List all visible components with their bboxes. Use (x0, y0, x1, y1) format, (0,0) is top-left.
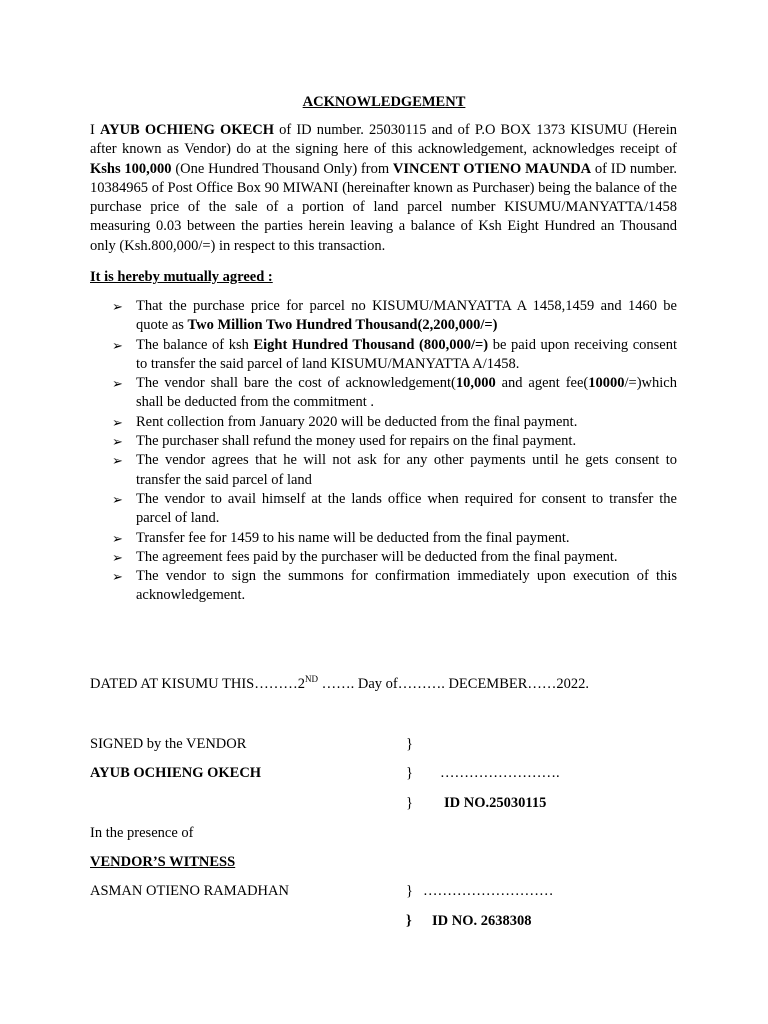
presence-row (0, 824, 768, 844)
date-ordinal: ND (304, 674, 318, 684)
arrow-bullet-icon: ➢ (112, 530, 123, 546)
clause-item (112, 451, 677, 490)
clause-text: The balance of ksh (136, 336, 254, 353)
signature-row-witness (0, 882, 768, 902)
dated-text: DATED AT KISUMU THIS………2 (90, 676, 305, 692)
clause-bold: Two Million Two Hundred Thousand(2,200,000/=) (187, 317, 498, 334)
witness-name: ASMAN OTIENO RAMADHAN (90, 883, 289, 899)
clause-bold: 10,000 (455, 375, 496, 392)
clause-text: The vendor shall bare the cost of acknowledgement( (136, 375, 456, 392)
clause-text: The vendor agrees that he will not ask for any other payments until he gets consent to transfer the said parcel of land (136, 452, 677, 488)
dated-line (90, 675, 589, 694)
clause-bold: 10000 (588, 375, 625, 392)
arrow-bullet-icon: ➢ (112, 549, 123, 565)
clause-text: Transfer fee for 1459 to his name will be deducted from the final payment. (136, 529, 570, 546)
clause-text: That the purchase price for parcel no KISUMU/MANYATTA A 1458,1459 and 1460 be quote as (136, 298, 677, 334)
brace: } (406, 736, 413, 752)
clause-list (112, 297, 677, 606)
arrow-bullet-icon: ➢ (112, 434, 123, 450)
brace: } (406, 883, 413, 899)
vendor-signature-line: ……………………. (440, 765, 560, 781)
vendor-name: AYUB OCHIENG OKECH (99, 122, 275, 138)
signature-row-vendor-id (0, 794, 768, 814)
clause-bold: Eight Hundred Thousand (800,000/=) (253, 336, 489, 353)
purchaser-name: VINCENT OTIENO MAUNDA (392, 160, 592, 177)
clause-item (112, 297, 677, 336)
brace: } (406, 913, 412, 929)
clause-text: The vendor to sign the summons for confirmation immediately upon execution of this acknowledgement. (136, 568, 677, 604)
intro-text: of ID number. 10384965 of Post Office Box 90 MIWANI (hereinafter known as Purchaser) being the balance of the purchase price of the sale of a portion of land parcel number KISUMU/MANYATTA/1458 measuring 0.03 between the parties herein leaving a balance of Ksh Eight Hundred an Thousand only (Ksh.800,000/=) in respect to this transaction. (90, 160, 677, 254)
clause-text: The purchaser shall refund the money used for repairs on the final payment. (136, 433, 577, 450)
arrow-bullet-icon: ➢ (112, 453, 123, 469)
witness-id-number: ID NO. 2638308 (432, 913, 532, 929)
arrow-bullet-icon: ➢ (112, 569, 123, 585)
intro-text: (One Hundred Thousand Only) from (171, 160, 393, 177)
clause-item (112, 490, 677, 529)
intro-text: of ID number. 25030115 and of P.O BOX 1373 KISUMU (Herein after known as Vendor) do at the signing here of this acknowledgement, acknowledges receipt of (90, 122, 677, 158)
clause-item (112, 548, 677, 567)
witness-heading-row (0, 853, 768, 873)
arrow-bullet-icon: ➢ (112, 376, 123, 392)
signed-by-label: SIGNED by the VENDOR (90, 736, 247, 752)
clause-text: The vendor to avail himself at the lands office when required for consent to transfer the parcel of land. (136, 490, 677, 527)
vendor-signatory-name: AYUB OCHIENG OKECH (90, 765, 262, 781)
clause-text: be paid upon receiving consent to transfer the said parcel of land KISUMU/MANYATTA A/1458. (136, 336, 677, 372)
signature-row-vendor (0, 764, 768, 784)
arrow-bullet-icon: ➢ (112, 337, 123, 353)
signature-row-witness-id (0, 912, 768, 932)
brace: } (406, 765, 413, 781)
dated-text: ……. Day of………. DECEMBER……2022. (317, 676, 590, 692)
clause-item (112, 413, 677, 432)
arrow-bullet-icon: ➢ (112, 491, 123, 507)
presence-label: In the presence of (90, 825, 194, 841)
clause-text: /=)which shall be deducted from the commitment . (136, 375, 677, 411)
clause-item (112, 529, 677, 548)
clause-item (112, 336, 677, 375)
brace: } (406, 795, 413, 811)
amount-received: Kshs 100,000 (90, 160, 172, 177)
clause-item (112, 432, 677, 451)
intro-paragraph (90, 121, 677, 256)
arrow-bullet-icon: ➢ (112, 414, 123, 430)
clause-text: and agent fee( (495, 375, 589, 392)
vendor-id-number: ID NO.25030115 (444, 795, 547, 811)
arrow-bullet-icon: ➢ (112, 299, 123, 314)
signature-row-signed (0, 735, 768, 755)
clause-text: The agreement fees paid by the purchaser will be deducted from the final payment. (136, 548, 618, 565)
witness-heading: VENDOR’S WITNESS (90, 854, 236, 870)
intro-text: I (90, 122, 100, 138)
clause-item (112, 567, 677, 606)
agreed-heading: It is hereby mutually agreed : (90, 269, 273, 285)
clause-text: Rent collection from January 2020 will be deducted from the final payment. (136, 413, 578, 430)
witness-signature-line: ……………………… (423, 883, 554, 899)
document-title: ACKNOWLEDGEMENT (302, 94, 466, 110)
clause-item (112, 374, 677, 413)
